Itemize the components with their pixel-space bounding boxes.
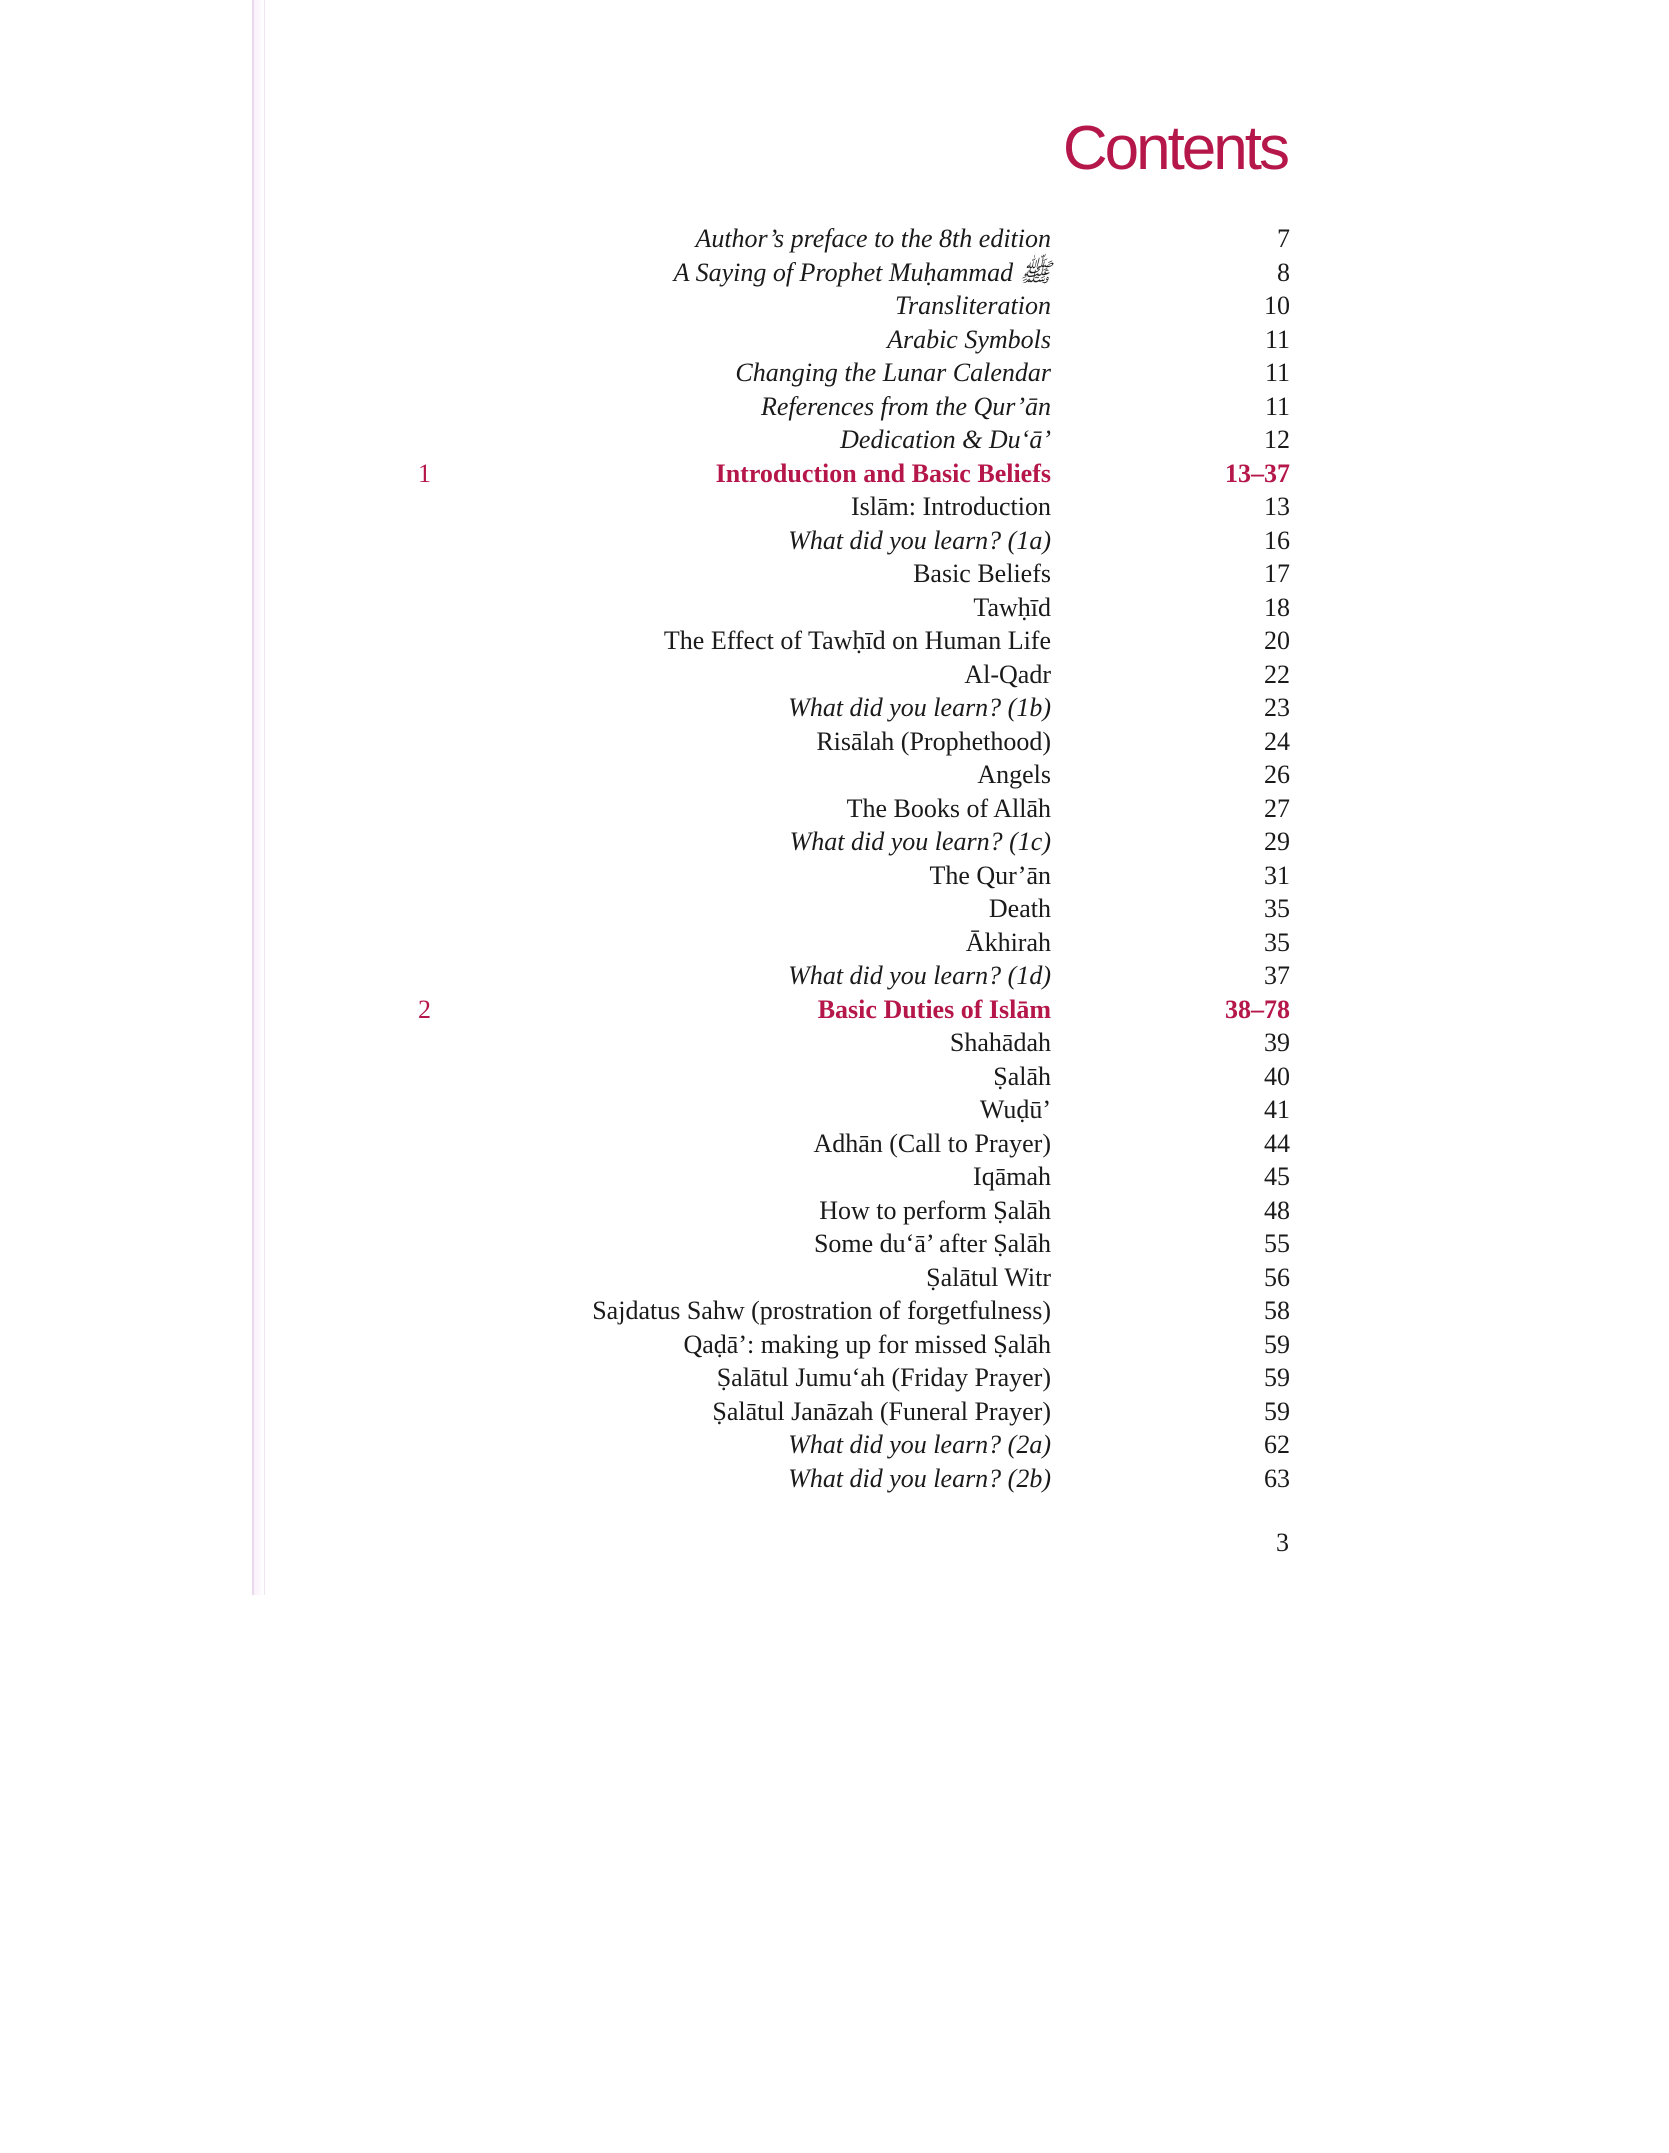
toc-page-number: 13–37 xyxy=(1225,458,1290,488)
toc-entry-title: Transliteration xyxy=(894,291,1051,320)
toc-row xyxy=(380,1093,1300,1127)
toc-entry-title: Arabic Symbols xyxy=(887,324,1051,354)
toc-page-number: 35 xyxy=(1264,927,1290,957)
toc-chapter-row xyxy=(380,457,1300,491)
toc-page-number: 63 xyxy=(1264,1463,1290,1493)
toc-page-number: 41 xyxy=(1264,1095,1290,1124)
toc-page-number: 18 xyxy=(1264,592,1290,622)
toc-entry-title: Sajdatus Sahw (prostration of forgetfulness) xyxy=(592,1296,1051,1325)
toc-page-number: 22 xyxy=(1264,659,1290,689)
toc-entry-title: What did you learn? (2b) xyxy=(788,1463,1051,1493)
toc-page-number: 44 xyxy=(1264,1128,1290,1158)
toc-page-number: 11 xyxy=(1264,324,1290,354)
toc-row xyxy=(380,1127,1300,1161)
toc-row xyxy=(380,691,1300,725)
toc-entry-title: Ṣalātul Jumu‘ah (Friday Prayer) xyxy=(716,1363,1051,1392)
page-number: 3 xyxy=(1276,1528,1289,1557)
toc-entry-title: Author’s preface to the 8th edition xyxy=(695,224,1051,253)
toc-row xyxy=(380,1026,1300,1060)
toc-row xyxy=(380,490,1300,524)
page-binding-edge xyxy=(252,0,265,1595)
toc-row xyxy=(380,859,1300,893)
toc-page-number: 56 xyxy=(1264,1262,1290,1292)
toc-row xyxy=(380,222,1300,256)
toc-entry-title: Basic Beliefs xyxy=(913,559,1051,588)
toc-entry-title: Ṣalātul Witr xyxy=(926,1262,1051,1292)
toc-row xyxy=(380,792,1300,826)
toc-entry-title: Dedication & Du‘ā’ xyxy=(840,425,1051,454)
toc-page-number: 11 xyxy=(1264,391,1290,421)
toc-entry-title: The Qur’ān xyxy=(929,860,1051,890)
toc-chapter-number: 1 xyxy=(418,458,431,488)
toc-entry-title: What did you learn? (1a) xyxy=(788,525,1051,555)
toc-entry-title: Risālah (Prophethood) xyxy=(816,726,1051,756)
toc-page-number: 11 xyxy=(1264,358,1290,387)
toc-page-number: 31 xyxy=(1264,860,1290,890)
toc-entry-title: What did you learn? (1d) xyxy=(788,961,1051,990)
toc-row xyxy=(380,557,1300,591)
toc-page-number: 7 xyxy=(1277,224,1290,253)
toc-entry-title: Al-Qadr xyxy=(964,659,1051,689)
toc-page-number: 24 xyxy=(1264,726,1290,756)
toc-row xyxy=(380,1361,1300,1395)
toc-row xyxy=(380,289,1300,323)
toc-row xyxy=(380,1328,1300,1362)
toc-entry-title: Basic Duties of Islām xyxy=(817,994,1051,1024)
toc-row xyxy=(380,1227,1300,1261)
toc-page-number: 59 xyxy=(1264,1363,1290,1392)
toc-page-number: 13 xyxy=(1264,492,1290,521)
toc-row xyxy=(380,1428,1300,1462)
toc-page-number: 45 xyxy=(1264,1162,1290,1191)
toc-page-number: 29 xyxy=(1264,827,1290,856)
toc-row xyxy=(380,356,1300,390)
toc-row xyxy=(380,1261,1300,1295)
toc-page-number: 10 xyxy=(1264,291,1290,320)
toc-page-number: 59 xyxy=(1264,1329,1290,1359)
toc-page-number: 8 xyxy=(1277,257,1290,287)
toc-page-number: 20 xyxy=(1264,626,1290,655)
toc-page-number: 35 xyxy=(1264,894,1290,923)
toc-page-number: 16 xyxy=(1264,525,1290,555)
toc-row xyxy=(380,959,1300,993)
toc-entry-title: What did you learn? (2a) xyxy=(788,1430,1051,1459)
toc-entry-title: Death xyxy=(988,894,1051,923)
toc-row xyxy=(380,758,1300,792)
toc-page-number: 40 xyxy=(1264,1061,1290,1091)
toc-entry-title: Angels xyxy=(977,760,1051,789)
toc-row xyxy=(380,1462,1300,1496)
toc-row xyxy=(380,725,1300,759)
toc-row xyxy=(380,323,1300,357)
toc-entry-title: Shahādah xyxy=(949,1028,1051,1057)
toc-chapter-number: 2 xyxy=(418,994,431,1024)
toc-page-number: 39 xyxy=(1264,1028,1290,1057)
toc-row xyxy=(380,256,1300,290)
toc-page-number: 37 xyxy=(1264,961,1290,990)
toc-entry-title: Ṣalātul Janāzah (Funeral Prayer) xyxy=(712,1396,1051,1426)
toc-row xyxy=(380,658,1300,692)
toc-entry-title: What did you learn? (1b) xyxy=(788,693,1051,722)
toc-entry-title: Islām: Introduction xyxy=(850,492,1051,521)
toc-entry-title: References from the Qur’ān xyxy=(760,391,1051,421)
toc-page-number: 26 xyxy=(1264,760,1290,789)
toc-row xyxy=(380,1060,1300,1094)
toc-page-number: 23 xyxy=(1264,693,1290,722)
toc-entry-title: Adhān (Call to Prayer) xyxy=(813,1128,1051,1158)
toc-entry-title: Changing the Lunar Calendar xyxy=(735,358,1051,387)
toc-entry-title: What did you learn? (1c) xyxy=(789,827,1051,856)
toc-entry-title: Wuḍū’ xyxy=(979,1095,1051,1124)
toc-entry-title: A Saying of Prophet Muḥammad ﷺ xyxy=(673,257,1051,287)
toc-entry-title: Introduction and Basic Beliefs xyxy=(715,458,1051,488)
toc-entry-title: How to perform Ṣalāh xyxy=(819,1195,1051,1225)
toc-entry-title: Tawḥīd xyxy=(973,592,1051,622)
toc-row xyxy=(380,825,1300,859)
toc-entry-title: Qaḍā’: making up for missed Ṣalāh xyxy=(683,1329,1051,1359)
toc-row xyxy=(380,423,1300,457)
toc-page-number: 12 xyxy=(1264,425,1290,454)
toc-entry-title: The Effect of Tawḥīd on Human Life xyxy=(663,626,1051,655)
toc-row xyxy=(380,892,1300,926)
page-title: Contents xyxy=(1062,114,1287,183)
toc-page-number: 59 xyxy=(1264,1396,1290,1426)
toc-row xyxy=(380,926,1300,960)
toc-row xyxy=(380,390,1300,424)
toc-page-number: 27 xyxy=(1264,793,1290,823)
toc-page-number: 38–78 xyxy=(1225,994,1290,1024)
toc-entry-title: Ākhirah xyxy=(965,927,1051,957)
toc-row xyxy=(380,624,1300,658)
toc-page-number: 58 xyxy=(1264,1296,1290,1325)
toc-page-number: 55 xyxy=(1264,1229,1290,1258)
toc-row xyxy=(380,524,1300,558)
toc-entry-title: Some du‘ā’ after Ṣalāh xyxy=(813,1229,1051,1258)
toc-entry-title: Ṣalāh xyxy=(993,1061,1051,1091)
toc-chapter-row xyxy=(380,993,1300,1027)
toc-entry-title: Iqāmah xyxy=(973,1162,1051,1191)
toc-row xyxy=(380,1294,1300,1328)
toc-page-number: 48 xyxy=(1264,1195,1290,1225)
toc-row xyxy=(380,1160,1300,1194)
toc-row xyxy=(380,1194,1300,1228)
toc-page-number: 17 xyxy=(1264,559,1290,588)
table-of-contents xyxy=(380,222,1300,1495)
toc-row xyxy=(380,591,1300,625)
toc-row xyxy=(380,1395,1300,1429)
toc-entry-title: The Books of Allāh xyxy=(846,793,1051,823)
toc-page-number: 62 xyxy=(1264,1430,1290,1459)
